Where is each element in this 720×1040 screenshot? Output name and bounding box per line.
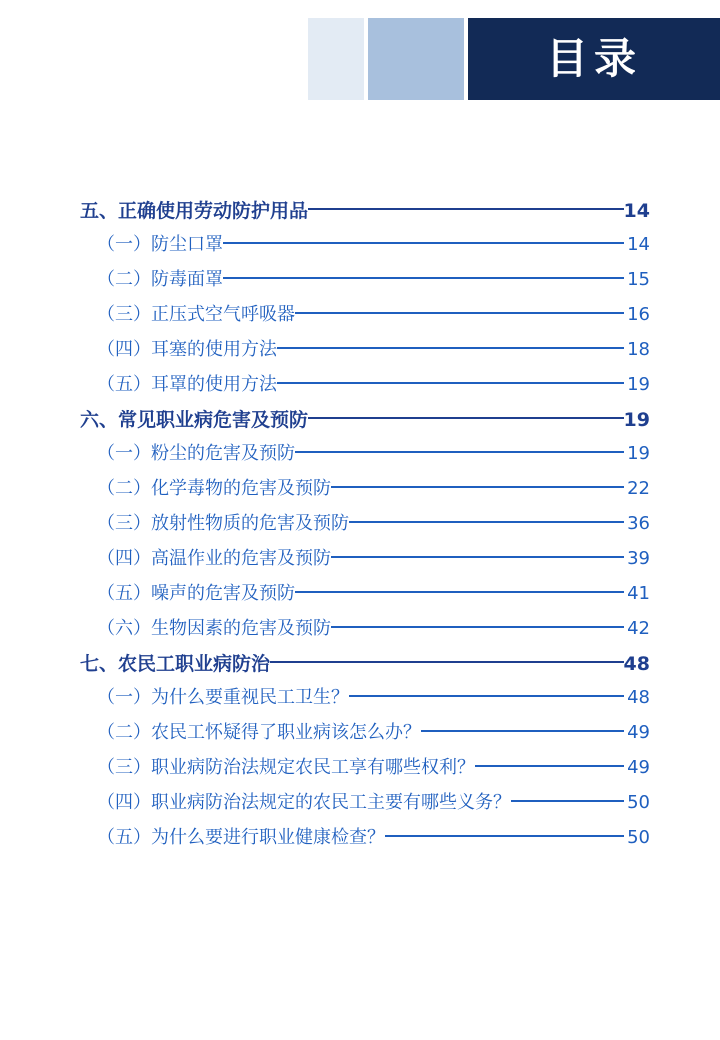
toc-entry-title: （一）粉尘的危害及预防 (97, 443, 295, 464)
toc-leader-dashes (385, 825, 624, 843)
toc-leader-dashes (223, 267, 624, 285)
toc-leader-dashes (223, 232, 624, 250)
toc-leader-dashes (331, 546, 624, 564)
toc-entry[interactable] (80, 300, 650, 335)
toc-entry-page-number: 16 (627, 304, 650, 325)
toc-leader-dashes (475, 755, 624, 773)
toc-entry-page-number: 19 (623, 409, 650, 431)
toc-entry-page-number: 50 (627, 792, 650, 813)
toc-entry-page-number: 14 (627, 234, 650, 255)
page-title: 目录 (545, 34, 642, 83)
toc-entry-title: （一）为什么要重视民工卫生？ (97, 687, 349, 708)
table-of-contents (80, 196, 650, 858)
toc-entry-page-number: 15 (627, 269, 650, 290)
toc-entry-title: 七、农民工职业病防治 (80, 653, 271, 675)
toc-entry-page-number: 49 (627, 757, 650, 778)
toc-entry-page-number: 19 (627, 443, 650, 464)
header-decor-block-light (308, 18, 364, 100)
toc-leader-dashes (308, 407, 624, 426)
toc-entry-title: （四）高温作业的危害及预防 (97, 548, 331, 569)
toc-entry-title: （三）正压式空气呼吸器 (97, 304, 295, 325)
toc-entry[interactable] (80, 823, 650, 858)
toc-leader-dashes (331, 616, 624, 634)
toc-entry-title: （二）农民工怀疑得了职业病该怎么办？ (97, 722, 421, 743)
toc-entry-page-number: 42 (627, 618, 650, 639)
toc-entry-page-number: 49 (627, 722, 650, 743)
toc-entry-page-number: 22 (627, 478, 650, 499)
toc-entry-page-number: 50 (627, 827, 650, 848)
toc-entry-page-number: 19 (627, 374, 650, 395)
toc-entry-title: （一）防尘口罩 (97, 234, 223, 255)
toc-leader-dashes (349, 685, 624, 703)
toc-leader-dashes (349, 511, 624, 529)
toc-entry-title: （二）化学毒物的危害及预防 (97, 478, 331, 499)
toc-entry-title: （六）生物因素的危害及预防 (97, 618, 331, 639)
toc-entry-title: （四）职业病防治法规定的农民工主要有哪些义务？ (97, 792, 511, 813)
toc-entry-title: 五、正确使用劳动防护用品 (80, 200, 309, 222)
toc-entry[interactable] (80, 683, 650, 718)
toc-entry[interactable] (80, 265, 650, 300)
toc-entry[interactable] (80, 405, 650, 439)
toc-entry-page-number: 39 (627, 548, 650, 569)
toc-entry-page-number: 14 (623, 200, 650, 222)
toc-entry-page-number: 18 (627, 339, 650, 360)
toc-entry-title: 六、常见职业病危害及预防 (80, 409, 309, 431)
toc-leader-dashes (295, 302, 624, 320)
toc-leader-dashes (421, 720, 624, 738)
toc-leader-dashes (277, 337, 624, 355)
toc-entry[interactable] (80, 718, 650, 753)
toc-entry-title: （三）职业病防治法规定农民工享有哪些权利？ (97, 757, 475, 778)
toc-entry[interactable] (80, 614, 650, 649)
toc-entry-title: （四）耳塞的使用方法 (97, 339, 277, 360)
header-title-block (468, 18, 720, 100)
toc-entry[interactable] (80, 370, 650, 405)
toc-entry-title: （五）噪声的危害及预防 (97, 583, 295, 604)
toc-entry[interactable] (80, 544, 650, 579)
page-header (0, 18, 720, 100)
toc-entry-page-number: 48 (627, 687, 650, 708)
toc-entry-page-number: 48 (623, 653, 650, 675)
toc-entry-page-number: 36 (627, 513, 650, 534)
toc-entry-title: （五）为什么要进行职业健康检查？ (97, 827, 385, 848)
toc-entry[interactable] (80, 474, 650, 509)
header-decor-block-mid (368, 18, 464, 100)
toc-entry[interactable] (80, 649, 650, 683)
toc-leader-dashes (277, 372, 624, 390)
toc-leader-dashes (295, 581, 624, 599)
toc-entry[interactable] (80, 579, 650, 614)
toc-entry-title: （五）耳罩的使用方法 (97, 374, 277, 395)
toc-entry[interactable] (80, 753, 650, 788)
toc-entry-page-number: 41 (627, 583, 650, 604)
toc-leader-dashes (511, 790, 624, 808)
toc-entry[interactable] (80, 439, 650, 474)
toc-entry[interactable] (80, 509, 650, 544)
toc-entry[interactable] (80, 196, 650, 230)
toc-entry-title: （三）放射性物质的危害及预防 (97, 513, 349, 534)
toc-leader-dashes (308, 198, 624, 217)
toc-entry[interactable] (80, 335, 650, 370)
toc-entry[interactable] (80, 230, 650, 265)
toc-leader-dashes (331, 476, 624, 494)
toc-leader-dashes (295, 441, 624, 459)
toc-entry-title: （二）防毒面罩 (97, 269, 223, 290)
toc-leader-dashes (270, 651, 624, 670)
toc-entry[interactable] (80, 788, 650, 823)
